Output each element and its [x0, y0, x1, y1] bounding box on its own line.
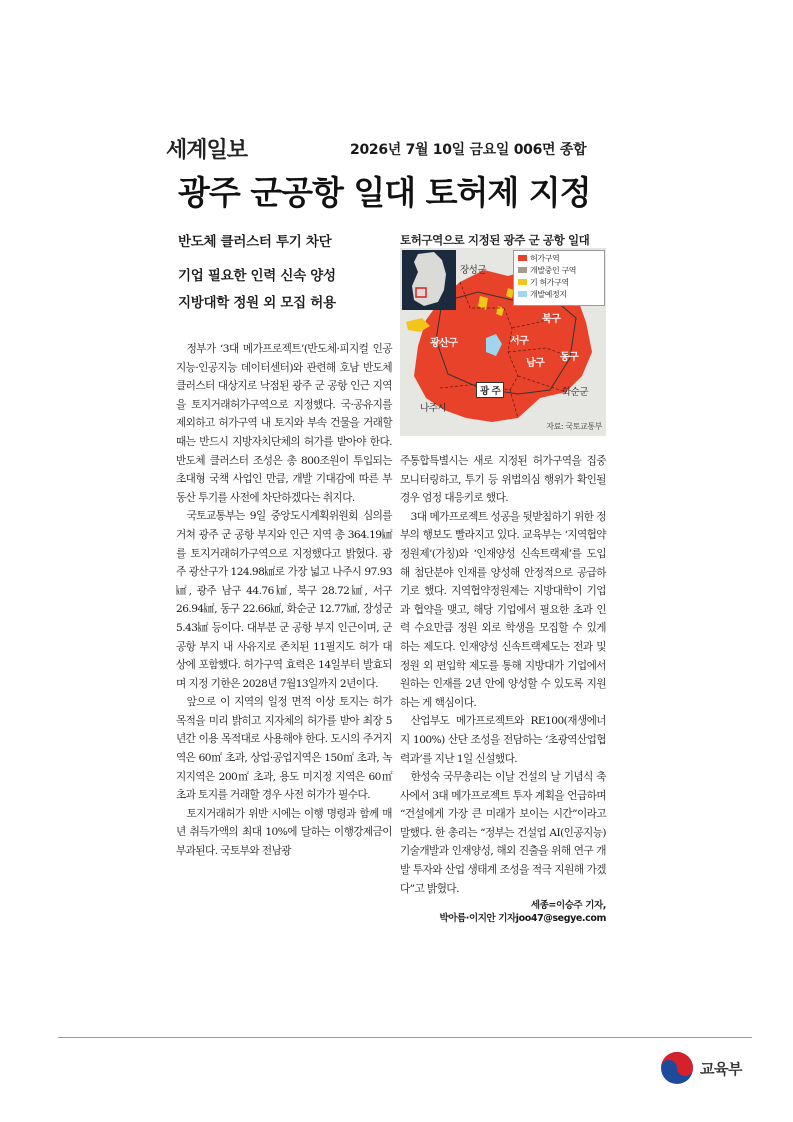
byline-reporter-1: 세종=이승주 기자,: [530, 900, 606, 912]
body-paragraph: 3대 메가프로젝트 성공을 뒷받침하기 위한 정부의 행보도 빨라지고 있다. 교육부는 ‘지역협약정원제’(가칭)와 ‘인재양성 신속트랙제’를 도입해 첨단분야 인재를 양성해 안정적으로 공급하기로 했다. 지역협약정원제는 지방대학이 기업과 협약을 맺고, 해당 기업에서 필요한 초과 인력 수요만큼 정원 외로 학생을 모집할 수 있게 하는 제도다. 인재양성 신속트랙제도는 전과 및 정원 외 편입학 제도를 통해 지방대가 기업에서 원하는 인재를 2년 안에 양성할 수 있도록 지원하는 게 핵심이다.: [400, 510, 606, 709]
legend-item-planned-site: [518, 290, 567, 300]
map-label-seo: 서구: [510, 336, 529, 347]
map-label-nam: 남구: [526, 358, 545, 369]
body-paragraph: 앞으로 이 지역의 일정 면적 이상 토지는 허가 목적을 미리 밝히고 지자체의 허가를 받아 최장 5년간 이용 목적대로 사용해야 한다. 도시의 주거지역은 60㎡ 초과, 상업·공업지역은 150㎡ 초과, 녹지지역은 200㎡ 초과, 용도 미지정 지역은 60㎡ 초과 토지를 거래할 경우 사전 허가가 필수다.: [176, 696, 392, 802]
map-label-naju: 나주시: [420, 403, 447, 414]
map-label-gwangsan: 광산구: [430, 338, 458, 349]
legend-swatch-planned: [518, 291, 527, 297]
legend-label: 개발예정지: [530, 290, 567, 299]
region-map: [400, 248, 606, 436]
legend-item-permit-zone: [518, 254, 559, 264]
legend-swatch-existing: [518, 279, 527, 285]
ministry-taegeuk-logo-icon: [659, 1050, 695, 1086]
legend-swatch-permit: [518, 255, 527, 261]
subheadline-1: 반도체 클러스터 투기 차단: [178, 234, 332, 250]
korea-inset-map: [402, 250, 456, 310]
body-paragraph: 국토교통부는 9일 중앙도시계획위원회 심의를 거쳐 광주 군 공항 부지와 인근 지역 총 364.19㎢를 토지거래허가구역으로 지정했다고 밝혔다. 광주 광산구가 124.98㎢로 가장 넓고 나주시 97.93㎢, 광주 남구 44.76㎢, 북구 28.72㎢, 서구 26.94㎢, 동구 22.66㎢, 화순군 12.77㎢, 장성군 5.43㎢ 등이다. 대부분 군 공항 부지 인근이며, 군 공항 부지 내 사유지로 존치된 11필지도 허가 대상에 포함했다. 허가구역 효력은 14일부터 발효되며 지정 기한은 2028년 7월13일까지 2년이다.: [176, 510, 392, 690]
body-paragraph: 산업부도 메가프로젝트와 RE100(재생에너지 100%) 산단 조성을 전담하는 ‘초광역산업협력과’를 지난 1일 신설했다.: [400, 715, 606, 765]
ministry-name: 교육부: [700, 1060, 742, 1078]
footer-divider: [58, 1037, 752, 1038]
byline-reporter-2: 박아름·이지안 기자joo47@segye.com: [439, 913, 606, 925]
legend-label: 허가구역: [530, 254, 560, 263]
headline: 광주 군공항 일대 토허제 지정: [178, 173, 591, 212]
map-source: 자료: 국토교통부: [546, 422, 602, 431]
legend-item-existing-permit: [518, 278, 569, 288]
map-caption-title: 토허구역으로 지정된 광주 군 공항 일대: [400, 233, 590, 247]
subheadline-3: 지방대학 정원 외 모집 허용: [178, 295, 336, 311]
map-label-buk: 북구: [542, 314, 561, 325]
map-label-hwasun: 화순군: [562, 387, 589, 398]
body-paragraph: 정부가 ‘3대 메가프로젝트’(반도체·피지컬 인공지능·인공지능 데이터센터)와 관련해 호남 반도체 클러스터 대상지로 낙점된 광주 군 공항 인근 지역을 토지거래허가구역으로 지정했다. 국·공유지를 제외하고 허가구역 내 토지와 부속 건물을 거래할 때는 반드시 지방자치단체의 허가를 받아야 한다. 반도체 클러스터 조성은 총 800조원이 투입되는 초대형 국책 사업인 만큼, 개발 기대감에 따른 부동산 투기를 사전에 차단하겠다는 취지다.: [176, 343, 392, 504]
legend-item-developing-zone: [518, 266, 576, 276]
body-paragraph: 토지거래허가 위반 시에는 이행 명령과 함께 매년 취득가액의 최대 10%에 달하는 이행강제금이 부과된다. 국토부와 전남광: [176, 807, 392, 858]
body-paragraph: 한성숙 국무총리는 이날 건설의 날 기념식 축사에서 3대 메가프로젝트 투자 계획을 언급하며 “건설에게 가장 큰 미래가 보이는 시간”이라고 말했다. 한 총리는 “정부는 건설업 AI(인공지능) 기술개발과 인재양성, 해외 진출을 위해 연구 개발 투자와 산업 생태계 조성을 적극 지원해 가겠다”고 밝혔다.: [400, 771, 606, 895]
map-label-gwangju: 광 주: [476, 382, 504, 398]
subheadline-2: 기업 필요한 인력 신속 양성: [178, 268, 336, 284]
map-label-jangseong: 장성군: [460, 265, 487, 276]
publication-dateline: 2026년 7월 10일 금요일 006면 종합: [350, 142, 587, 158]
legend-label: 개발중인 구역: [530, 266, 577, 275]
map-label-dong: 동구: [560, 352, 579, 363]
legend-label: 기 허가구역: [530, 278, 569, 287]
article-body-right-column: [400, 452, 606, 926]
article-body-left-column: [176, 340, 392, 861]
newspaper-name: 세계일보: [166, 138, 248, 163]
legend-swatch-developing: [518, 267, 527, 273]
body-paragraph: 주통합특별시는 새로 지정된 허가구역을 집중 모니터링하고, 투기 등 위법의심 행위가 확인될 경우 엄정 대응키로 했다.: [400, 455, 606, 505]
map-legend: [513, 250, 605, 306]
